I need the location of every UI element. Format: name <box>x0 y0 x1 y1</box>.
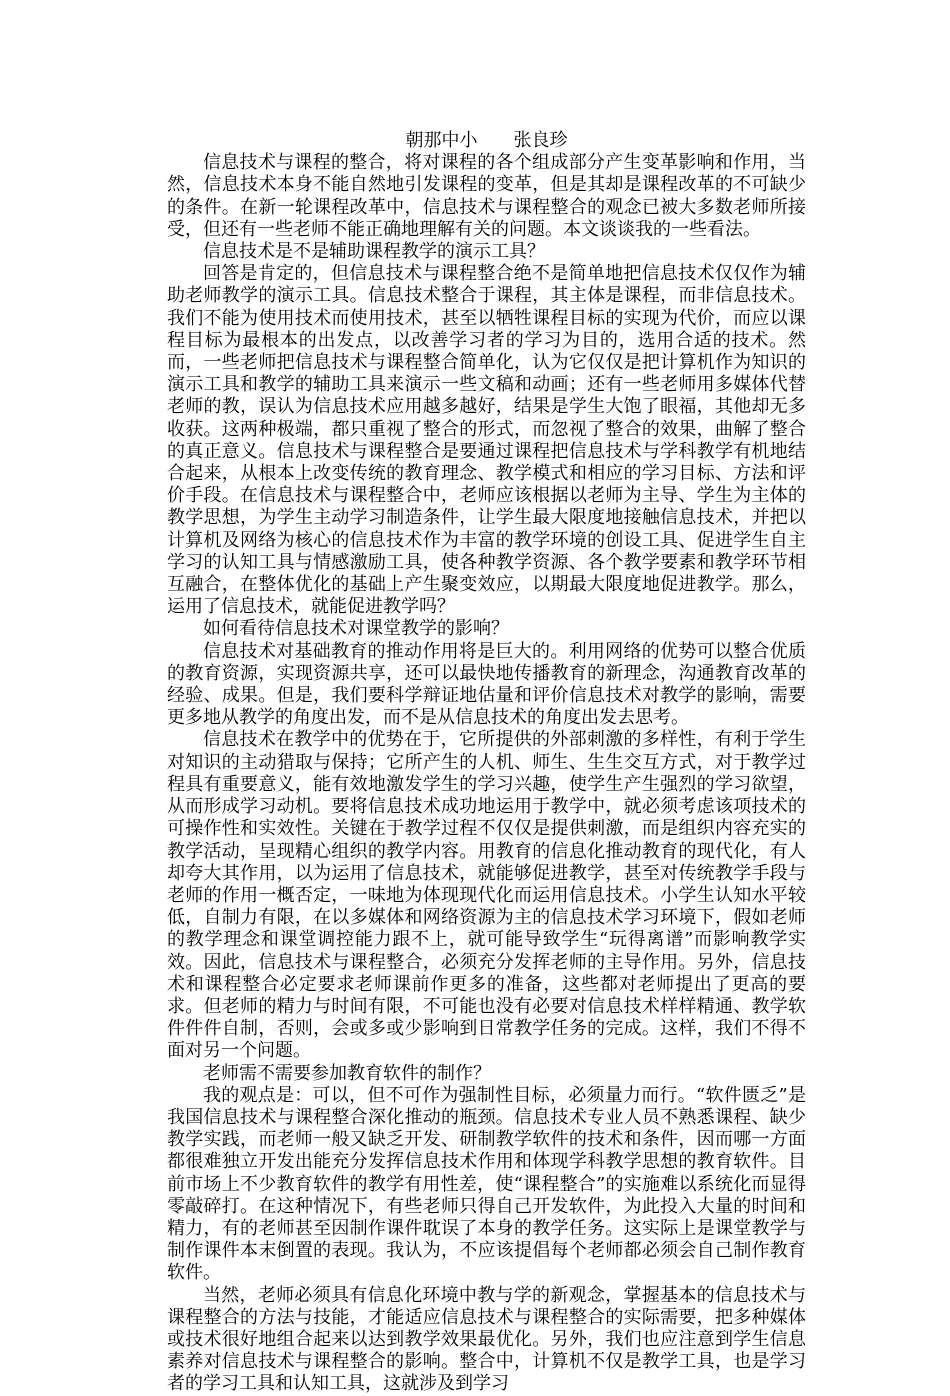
section-heading-demo-tool: 信息技术是不是辅助课程教学的演示工具？ <box>203 241 545 263</box>
section-heading-classroom-impact: 如何看待信息技术对课堂教学的影响？ <box>203 618 509 640</box>
author-byline: 朝那中小 张良珍 <box>405 130 568 151</box>
document-page <box>167 130 806 1396</box>
section-heading-software-making: 老师需不需要参加教育软件的制作？ <box>203 1062 491 1084</box>
body-paragraph: 信息技术在教学中的优势在于，它所提供的外部刺激的多样性，有利于学生对知识的主动猎取与保持；它所产生的人机、师生、生生交互方式，对于教学过程具有重要意义，能有效地激发学生的学习兴趣，使学生产生强烈的学习欲望，从而形成学习动机。要将信息技术成功地运用于教学中，就必须考虑该项技术的可操作性和实效性。关键在于教学过程不仅仅是提供刺激，而是组织内容充实的教学活动，呈现精心组织的教学内容。用教育的信息化推动教育的现代化，有人却夸大其作用，以为运用了信息技术，就能够促进教学，甚至对传统教学手段与老师的作用一概否定，一味地为体现现代化而运用信息技术。小学生认知水平较低，自制力有限，在以多媒体和网络资源为主的信息技术学习环境下，假如老师的教学理念和课堂调控能力跟不上，就可能导致学生“玩得离谱”而影响教学实效。因此，信息技术与课程整合，必须充分发挥老师的主导作用。另外，信息技术和课程整合必定要求老师课前作更多的准备，这些都对老师提出了更高的要求。但老师的精力与时间有限，不可能也没有必要对信息技术样样精通、教学软件件件自制，否则，会或多或少影响到日常教学任务的完成。这样，我们不得不面对另一个问题。 <box>167 729 806 1062</box>
body-paragraph: 当然，老师必须具有信息化环境中教与学的新观念，掌握基本的信息技术与课程整合的方法与技能，才能适应信息技术与课程整合的实际需要，把多种媒体或技术很好地组合起来以达到教学效果最优化。另外，我们也应注意到学生信息素养对信息技术与课程整合的影响。整合中，计算机不仅是教学工具，也是学习者的学习工具和认知工具，这就涉及到学习 <box>167 1284 806 1395</box>
intro-paragraph: 信息技术与课程的整合，将对课程的各个组成部分产生变革影响和作用，当然，信息技术本身不能自然地引发课程的变革，但是其却是课程改革的不可缺少的条件。在新一轮课程改革中，信息技术与课程整合的观念已被大多数老师所接受，但还有一些老师不能正确地理解有关的问题。本文谈谈我的一些看法。 <box>167 152 806 240</box>
body-paragraph: 回答是肯定的，但信息技术与课程整合绝不是简单地把信息技术仅仅作为辅助老师教学的演示工具。信息技术整合于课程，其主体是课程，而非信息技术。我们不能为使用技术而使用技术，甚至以牺牲课程目标的实现为代价，而应以课程目标为最根本的出发点，以改善学习者的学习为目的，选用合适的技术。然而，一些老师把信息技术与课程整合简单化，认为它仅仅是把计算机作为知识的演示工具和教学的辅助工具来演示一些文稿和动画；还有一些老师用多媒体代替老师的教，误认为信息技术应用越多越好，结果是学生大饱了眼福，其他却无多收获。这两种极端，都只重视了整合的形式，而忽视了整合的效果，曲解了整合的真正意义。信息技术与课程整合是要通过课程把信息技术与学科教学有机地结合起来，从根本上改变传统的教育理念、教学模式和相应的学习目标、方法和评价手段。在信息技术与课程整合中，老师应该根据以老师为主导、学生为主体的教学思想，为学生主动学习制造条件，让学生最大限度地接触信息技术，并把以计算机及网络为核心的信息技术作为丰富的教学环境的创设工具、促进学生自主学习的认知工具与情感激励工具，使各种教学资源、各个教学要素和教学环节相互融合，在整体优化的基础上产生聚变效应，以期最大限度地促进教学。那么，运用了信息技术，就能促进教学吗？ <box>167 263 806 618</box>
body-paragraph: 我的观点是：可以，但不可作为强制性目标，必须量力而行。“软件匮乏”是我国信息技术与课程整合深化推动的瓶颈。信息技术专业人员不熟悉课程、缺少教学实践，而老师一般又缺乏开发、研制教学软件的技术和条件，因而哪一方面都很难独立开发出能充分发挥信息技术作用和体现学科教学思想的教育软件。目前市场上不少教育软件的教学有用性差，使“课程整合”的实施难以系统化而显得零敲碎打。在这种情况下，有些老师只得自己开发软件，为此投入大量的时间和精力，有的老师甚至因制作课件耽误了本身的教学任务。这实际上是课堂教学与制作课件本末倒置的表现。我认为，不应该提倡每个老师都必须会自己制作教育软件。 <box>167 1084 806 1284</box>
body-paragraph: 信息技术对基础教育的推动作用将是巨大的。利用网络的优势可以整合优质的教育资源，实现资源共享，还可以最快地传播教育的新理念，沟通教育改革的经验、成果。但是，我们要科学辩证地估量和评价信息技术对教学的影响，需要更多地从教学的角度出发，而不是从信息技术的角度出发去思考。 <box>167 640 806 729</box>
